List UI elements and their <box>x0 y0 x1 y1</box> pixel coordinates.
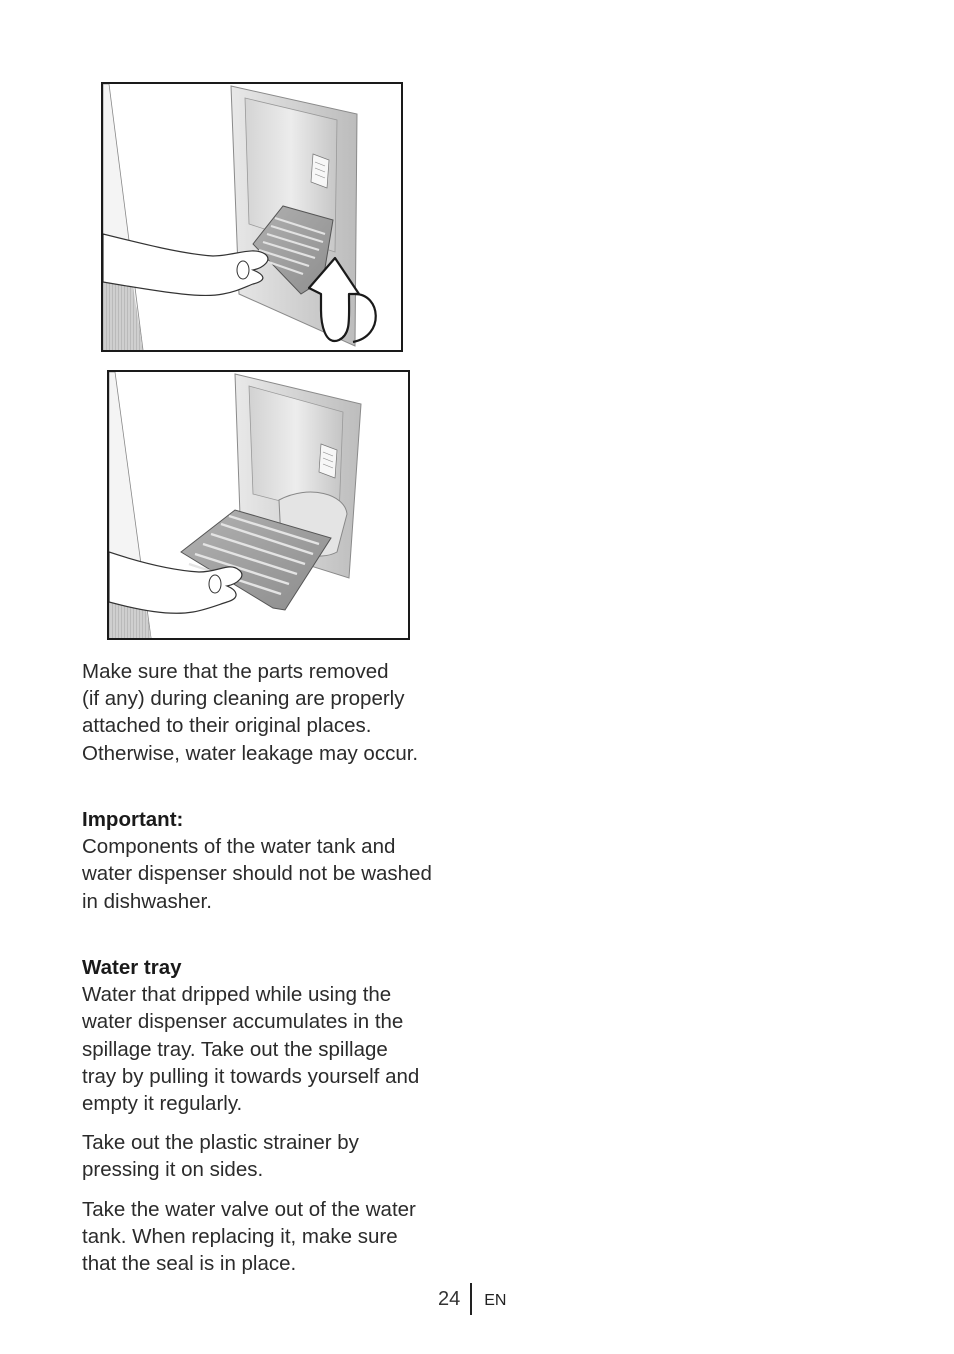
figure-pull-tray-out <box>107 370 410 640</box>
important-note <box>82 779 482 915</box>
water-tray-heading: Water tray <box>82 956 182 980</box>
important-body: Components of the water tank and water dispenser should not be washed in dishwasher. <box>82 835 432 913</box>
page-footer <box>438 1283 506 1315</box>
valve-paragraph: Take the water valve out of the water tank. When replacing it, make sure that the seal is in place. <box>82 1197 416 1276</box>
language-code: EN <box>484 1292 507 1309</box>
tray-pulled-illustration <box>109 372 408 638</box>
figure-remove-tray <box>101 82 403 352</box>
page-number: 24 <box>438 1287 461 1310</box>
footer-divider <box>470 1283 472 1315</box>
body-text <box>82 658 482 1289</box>
important-heading: Important: <box>82 808 184 832</box>
water-tray-section <box>82 927 482 1117</box>
strainer-paragraph: Take out the plastic strainer by pressing it on sides. <box>82 1131 359 1182</box>
tray-removal-illustration <box>103 84 401 350</box>
water-tray-body: Water that dripped while using the water dispenser accumulates in the spillage tray. Take out the spillage tray by pulling it towards yourself and empty it regularly. <box>82 983 420 1116</box>
reattach-parts-paragraph: Make sure that the parts removed (if any) during cleaning are properly attached to their original places. Otherwise, water leakage may occur. <box>82 660 419 765</box>
